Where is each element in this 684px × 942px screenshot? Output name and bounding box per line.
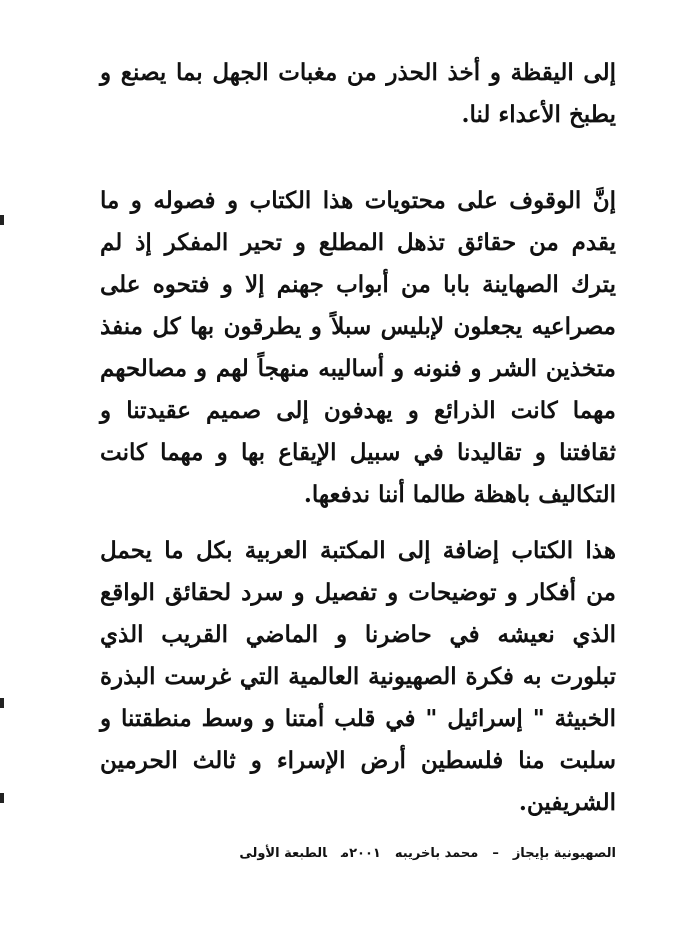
page-footer (225, 846, 616, 861)
paragraph-2 (100, 180, 616, 516)
paragraph-3 (100, 530, 616, 824)
footer-edition: الطبعة الأولى (239, 846, 328, 861)
footer-dash: – (492, 846, 499, 861)
margin-mark (0, 793, 4, 803)
paragraph-text: إلى اليقظة و أخذ الحذر من مغبات الجهل بما يصنع و يطبخ الأعداء لنا. (100, 59, 616, 128)
footer-title: الصهيونية بإيجاز (512, 846, 616, 861)
footer-year: ٢٠٠١م (341, 846, 381, 861)
paragraph-text: هذا الكتاب إضافة إلى المكتبة العربية بكل ما يحمل من أفكار و توضيحات و تفصيل و سرد لحقائق الواقع الذي نعيشه في حاضرنا و الماضي القريب الذي تبلورت به فكرة الصهيونية العالمية التي غرست البذرة الخبيثة " إسرائيل " في قلب أمتنا و وسط منطقتنا و سلبت منا فلسطين أرض الإسراء و ثالث الحرمين الشريفين. (100, 537, 616, 816)
margin-mark (0, 698, 4, 708)
paragraph-1 (100, 52, 616, 136)
margin-mark (0, 215, 4, 225)
footer-author: محمد باخريبه (394, 846, 479, 861)
paragraph-text: إنَّ الوقوف على محتويات هذا الكتاب و فصوله و ما يقدم من حقائق تذهل المطلع و تحير المفكر إذ لم يترك الصهاينة بابا من أبواب جهنم إلا و فتحوه على مصراعيه يجعلون لإبليس سبلاً و يطرقون بها كل منفذ متخذين الشر و فنونه و أساليبه منهجاً لهم و مصالحهم مهما كانت الذرائع و يهدفون إلى صميم عقيدتنا و ثقافتنا و تقاليدنا في سبيل الإيقاع بها و مهما كانت التكاليف باهظة طالما أننا ندفعها. (100, 187, 616, 508)
